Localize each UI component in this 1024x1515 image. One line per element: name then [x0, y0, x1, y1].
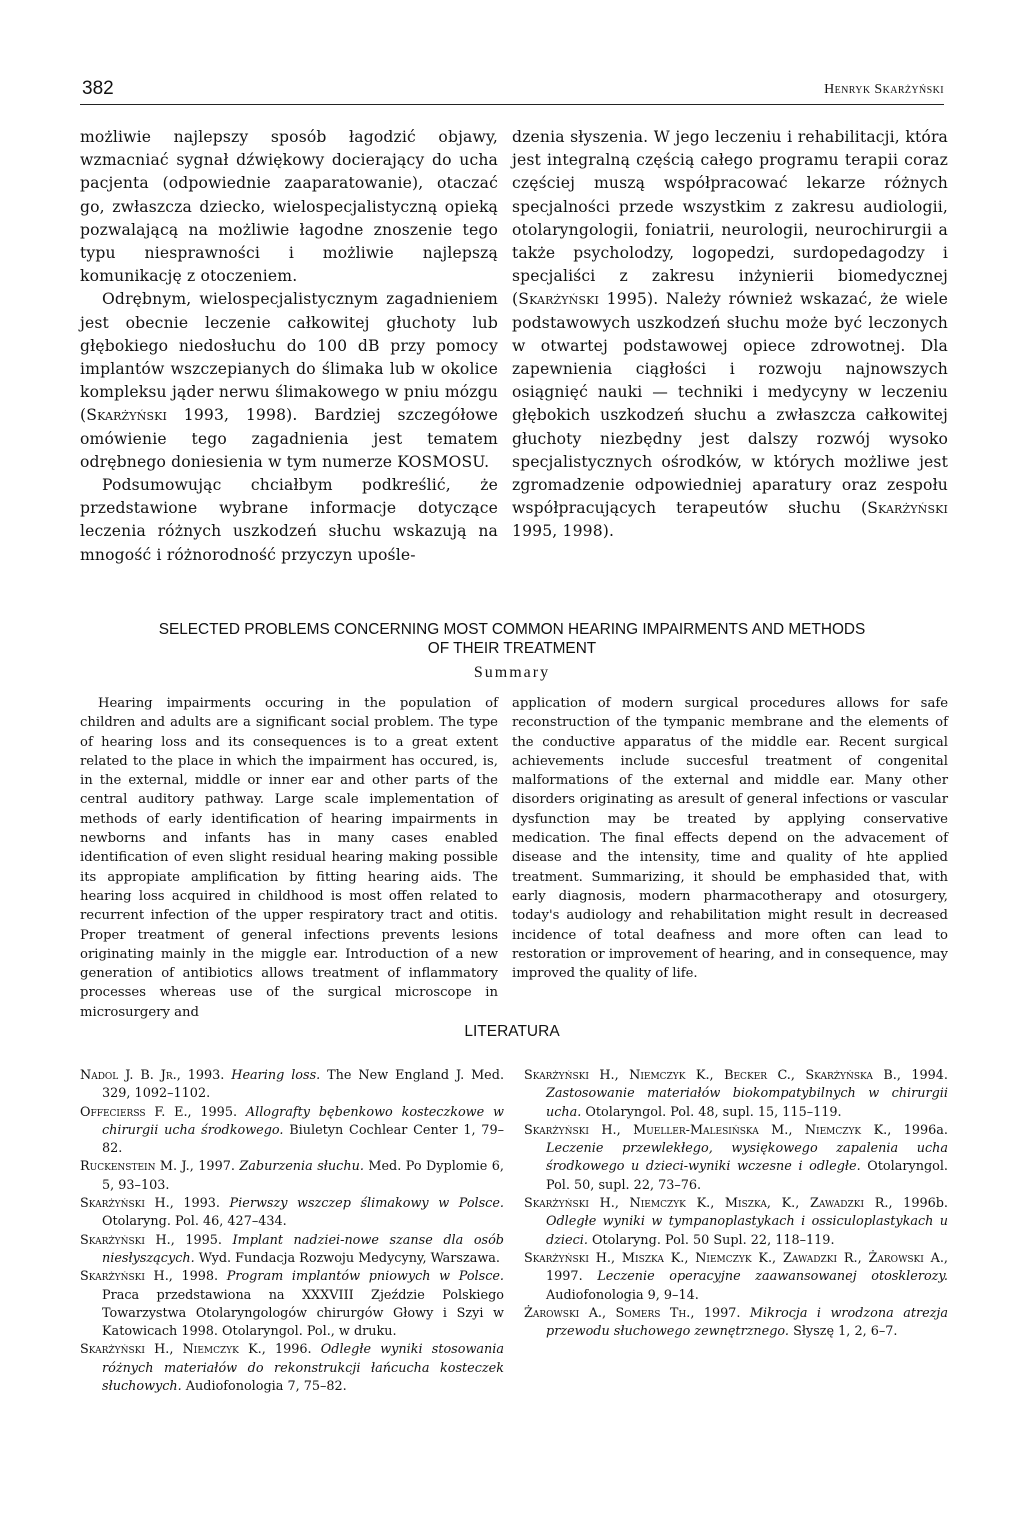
- summary-label: Summary: [473, 664, 551, 681]
- reference-item: Skarżyński H., 1995. Implant nadziei-nowe szanse dla osób niesłyszących. Wyd. Fundacja Rozwoju Medycyny, Warszawa.: [80, 1232, 504, 1266]
- page-header: [80, 74, 944, 105]
- reference-item: Skarżyński H., 1998. Program implantów pniowych w Polsce. Praca przedstawiona na XXXVIII Zjeździe Polskiego Towarzystwa Otolaryngologów chirurgów Głowy i Szyi w Katowicach 1998. Otolaryngol. Pol., w druku.: [80, 1269, 504, 1340]
- reference-item: Nadol J. B. Jr., 1993. Hearing loss. The New England J. Med. 329, 1092–1102.: [80, 1068, 505, 1102]
- summary-column-right: [512, 694, 948, 983]
- references-column-left: [80, 1067, 504, 1396]
- body-paragraph-2: Odrębnym, wielospecjalistycznym zagadnieniem jest obecnie leczenie całkowitej głuchoty lub głębokiego niedosłuchu do 100 dB przy pomocy implantów wszczepianych do ślimaka lub w okolice kompleksu jąder nerwu ślimakowego w pniu mózgu (Skarżyński 1993, 1998). Bardziej szczegółowe omówienie tego zagadnienia jest tematem odrębnego doniesienia w tym numerze KOSMOSU.: [80, 290, 498, 471]
- citation-author: Skarżyński: [867, 499, 948, 518]
- body-paragraph-4: dzenia słyszenia. W jego leczeniu i rehabilitacji, która jest integralną częścią całego programu terapii coraz częściej muszą współpracować lekarze różnych specjalności przede wszystkim z zakresu audiologii, otolaryngologii, foniatrii, neurologii, neurochirurgii a także psycholodzy, logopedzi, surdopedagodzy i specjaliści z zakresu inżynierii biomedycznej (Skarżyński 1995). Należy również wskazać, że wiele podstawowych uszkodzeń słuchu może być leczonych w otwartej podstawowej opiece zdrowotnej. Dla zapewnienia ciągłości i rozwoju najnowszych osiągnięć nauki — techniki i medycyny w leczeniu głębokich uszkodzeń słuchu a zwłaszcza całkowitej głuchoty niezbędny jest dalszy rozwój wysoko specjalistycznych ośrodków, w których możliwe jest zgromadzenie odpowiedniej aparatury oraz zespołu współpracujących terapeutów słuchu (Skarżyński 1995, 1998).: [512, 128, 948, 541]
- summary-text-right: application of modern surgical procedures allows for safe reconstruction of the tympanic membrane and the elements of the conductive apparatus of the middle ear. Recent surgical achievements include succesful treatment of congenital malformations of the external and middle ear. Many other disorders originating as aresult of general infections or vascular dysfunction may be treated by applying conservative medication. The final effects depend on the advacement of disease and the intensity, time and quality of hte applied treatment. Summarizing, it should be emphasided that, with early diagnosis, modern pharmacotherapy and otosurgery, today's audiology and rehabilitation might result in decreased incidence of total deafness and more often can lead to restoration or improvement of hearing, and in consequence, may improved the quality of life.: [512, 696, 948, 982]
- body-text-columns: [80, 126, 948, 584]
- citation-author: Skarżyński: [86, 406, 168, 425]
- reference-item: Skarżyński H., Mueller-Malesińska M., Niemczyk K., 1996a. Leczenie przewlekłego, wysiękowego zapalenia ucha środkowego u dzieci-wyniki wczesne i odległe. Otolaryngol. Pol. 50, supl. 22, 73–76.: [524, 1122, 949, 1193]
- body-paragraph-3: Podsumowując chciałbym podkreślić, że przedstawione wybrane informacje dotyczące leczenia różnych uszkodzeń słuchu wskazują na mnogość i różnorodność przyczyn upośle-: [80, 476, 498, 564]
- summary-column-left: [80, 694, 498, 1022]
- references-column-right: [524, 1067, 948, 1341]
- summary-title: SELECTED PROBLEMS CONCERNING MOST COMMON HEARING IMPAIRMENTS AND METHODS OF THEIR TREATMENT: [158, 621, 866, 657]
- reference-item: Skarżyński H., Niemczyk K., 1996. Odległe wyniki stosowania różnych materiałów do rekonstrukcji łańcucha kosteczek słuchowych. Audiofonologia 7, 75–82.: [80, 1342, 504, 1395]
- citation-author: Skarżyński: [518, 290, 600, 309]
- reference-item: Żarowski A., Somers Th., 1997. Mikrocja i wrodzona atrezja przewodu słuchowego zewnętrznego. Słyszę 1, 2, 6–7.: [524, 1305, 948, 1340]
- body-column-right: [512, 126, 948, 544]
- page-number: 382: [82, 78, 114, 99]
- running-head: Henryk Skarżyński: [824, 82, 944, 97]
- reference-item: Skarżyński H., 1993. Pierwszy wszczep ślimakowy w Polsce. Otolaryng. Pol. 46, 427–434.: [80, 1196, 504, 1230]
- reference-item: Offecierss F. E., 1995. Allografty bębenkowo kosteczkowe w chirurgii ucha środkowego. Biuletyn Cochlear Center 1, 79–82.: [80, 1104, 504, 1157]
- reference-item: Skarżyński H., Niemczyk K., Miszka, K., Zawadzki R., 1996b. Odległe wyniki w tympanoplastykach i ossiculoplastykach u dzieci. Otolaryng. Pol. 50 Supl. 22, 118–119.: [524, 1196, 949, 1248]
- literatura-heading: LITERATURA: [464, 1023, 560, 1040]
- reference-item: Ruckenstein M. J., 1997. Zaburzenia słuchu. Med. Po Dyplomie 6, 5, 93–103.: [80, 1159, 504, 1193]
- body-column-left: [80, 126, 498, 567]
- body-paragraph-1: możliwie najlepszy sposób łagodzić objawy, wzmacniać sygnał dźwiękowy docierający do ucha pacjenta (odpowiednie zaaparatowanie), otaczać go, zwłaszcza dziecko, wielospecjalistyczną opieką pozwalającą na możliwie łagodne znoszenie tego typu niesprawności i możliwie najlepszą komunikację z otoczeniem.: [80, 128, 498, 286]
- summary-text-left: Hearing impairments occuring in the population of children and adults are a significant social problem. The type of hearing loss and its consequences is to a great extent related to the place in which the impairment has occured, is, in the external, middle or inner ear and other parts of the central auditory pathway. Large scale implementation of methods of early identification of hearing impairments in newborns and infants has in many cases enabled identification of even slight residual hearing making possible its appropiate amplification by fitting hearing aids. The hearing loss acquired in childhood is most offen related to recurrent infection of the upper respiratory tract and otitis. Proper treatment of general infections prevents lesions originating mainly in the miggle ear. Introduction of a new generation of antibiotics allows treatment of inflammatory processes whereas use of the surgical microscope in microsurgery and: [80, 696, 498, 1020]
- reference-item: Skarżyński H., Miszka K., Niemczyk K., Zawadzki R., Żarowski A., 1997. Leczenie operacyjne zaawansowanej otosklerozy. Audiofonologia 9, 9–14.: [524, 1250, 948, 1303]
- reference-item: Skarżyński H., Niemczyk K., Becker C., Skarżyńska B., 1994. Zastosowanie materiałów biokompatybilnych w chirurgii ucha. Otolaryngol. Pol. 48, supl. 15, 115–119.: [524, 1068, 948, 1120]
